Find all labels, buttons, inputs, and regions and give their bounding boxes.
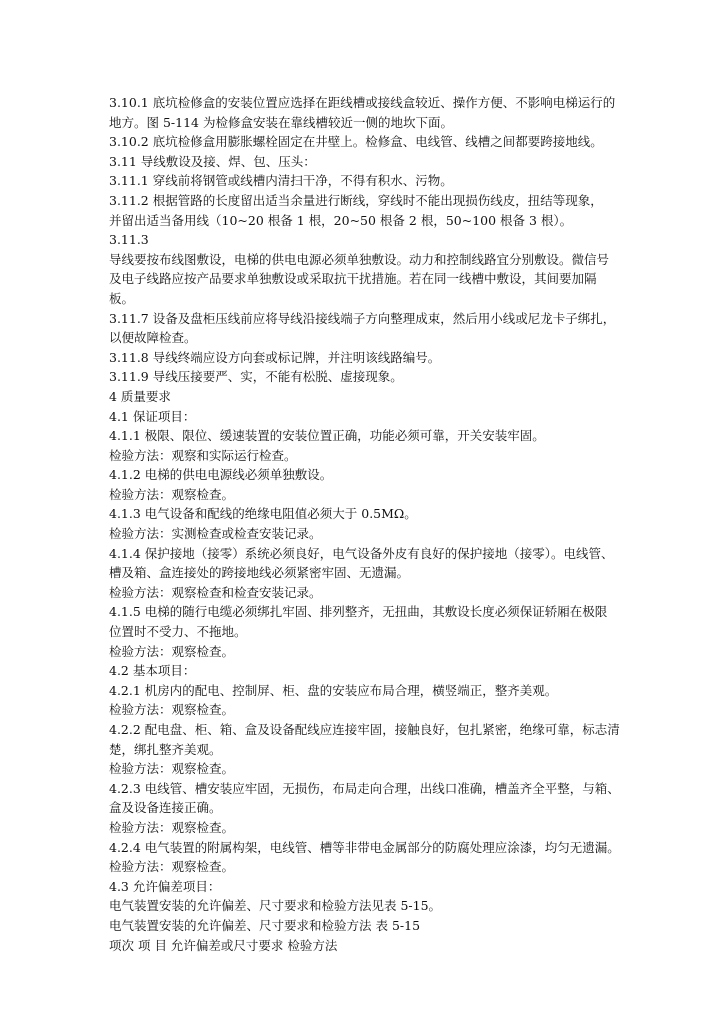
text-line: 4.1.5 电梯的随行电缆必须绑扎牢固、排列整齐，无扭曲，其敷设长度必须保证轿厢在极限: [109, 604, 608, 620]
text-line: 板。: [109, 290, 135, 306]
text-line: 4.2.2 配电盘、柜、箱、盒及设备配线应连接牢固，接触良好，包扎紧密，绝缘可靠，标志清: [109, 722, 620, 737]
text-line: 3.11.1 穿线前将钢管或线槽内清扫干净，不得有积水、污物。: [109, 173, 453, 189]
text-line: 电气装置安装的允许偏差、尺寸要求和检验方法见表 5-15。: [109, 898, 442, 914]
text-line: 检验方法：实测检查或检查安装记录。: [109, 526, 322, 542]
text-line: 4.1.3 电气设备和配线的绝缘电阻值必须大于 0.5MΩ。: [109, 506, 417, 522]
text-line: 地方。图 5-114 为检修盒安装在靠线槽较近一侧的地坎下面。: [109, 114, 453, 130]
text-line: 楚，绑扎整齐美观。: [109, 741, 222, 757]
text-line: 3.11.3: [109, 232, 149, 248]
text-line: 检验方法：观察检查。: [109, 486, 235, 502]
document-body: [109, 93, 629, 955]
text-line: 4.2.4 电气装置的附属构架，电线管、槽等非带电金属部分的防腐处理应涂漆，均匀无遗漏。: [109, 839, 620, 855]
text-line: 检验方法：观察检查。: [109, 702, 235, 718]
text-line: 3.11.9 导线压接要严、实，不能有松脱、虚接现象。: [109, 369, 403, 385]
text-line: 4.1.1 极限、限位、缓速装置的安装位置正确，功能必须可靠，开关安装牢固。: [109, 428, 545, 444]
text-line: 位置时不受力、不拖地。: [109, 624, 247, 640]
section-heading: 4 质量要求: [109, 388, 171, 404]
text-line: 检验方法：观察检查。: [109, 859, 235, 875]
text-line: 3.11.2 根据管路的长度留出适当余量进行断线，穿线时不能出现损伤线皮，扭结等现象，: [109, 192, 603, 208]
text-line: 检验方法：观察检查。: [109, 761, 235, 777]
table-caption: 电气装置安装的允许偏差、尺寸要求和检验方法 表 5-15: [109, 917, 421, 933]
text-line: 以便故障检查。: [109, 330, 197, 346]
table-header-row: 项次 项 目 允许偏差或尺寸要求 检验方法: [109, 937, 338, 953]
text-line: 4.2.1 机房内的配电、控制屏、柜、盘的安装应布局合理，横竖端正，整齐美观。: [109, 682, 558, 698]
text-line: 4.2.3 电线管、槽安装应牢固，无损伤，布局走向合理，出线口准确，槽盖齐全平整，与箱、: [109, 780, 620, 796]
section-heading: 4.1 保证项目：: [109, 408, 196, 424]
text-line: 4.1.4 保护接地（接零）系统必须良好，电气设备外皮有良好的保护接地（接零）。电线管、: [109, 545, 614, 561]
section-heading: 4.2 基本项目：: [109, 663, 196, 679]
text-line: 槽及箱、盒连接处的跨接地线必须紧密牢固、无遗漏。: [109, 565, 410, 581]
section-heading: 4.3 允许偏差项目：: [109, 878, 221, 894]
text-line: 3.10.2 底坑检修盒用膨胀螺栓固定在井壁上。检修盒、电线管、线槽之间都要跨接地线。: [109, 134, 603, 150]
text-line: 3.10.1 底坑检修盒的安装位置应选择在距线槽或接线盒较近、操作方便、不影响电梯运行的: [109, 95, 616, 110]
text-line: 检验方法：观察检查和检查安装记录。: [109, 584, 322, 600]
text-line: 检验方法：观察检查。: [109, 643, 235, 659]
text-line: 盒及设备连接正确。: [109, 800, 222, 816]
text-line: 4.1.2 电梯的供电电源线必须单独敷设。: [109, 467, 333, 483]
section-heading: 3.11 导线敷设及接、焊、包、压头：: [109, 153, 316, 169]
text-line: 3.11.8 导线终端应设方向套或标记牌，并注明该线路编号。: [109, 349, 441, 365]
text-line: 3.11.7 设备及盘柜压线前应将导线沿接线端子方向整理成束，然后用小线或尼龙卡子绑扎，: [109, 310, 616, 326]
text-line: 并留出适当备用线（10~20 根备 1 根，20~50 根备 2 根，50~100 根备 3 根）。: [109, 212, 573, 228]
text-line: 导线要按布线图敷设，电梯的供电电源必须单独敷设。动力和控制线路宜分别敷设。微信号: [109, 251, 610, 267]
text-line: 检验方法：观察和实际运行检查。: [109, 447, 297, 463]
text-line: 检验方法：观察检查。: [109, 819, 235, 835]
text-line: 及电子线路应按产品要求单独敷设或采取抗干扰措施。若在同一线槽中敷设，其间要加隔: [109, 271, 597, 287]
